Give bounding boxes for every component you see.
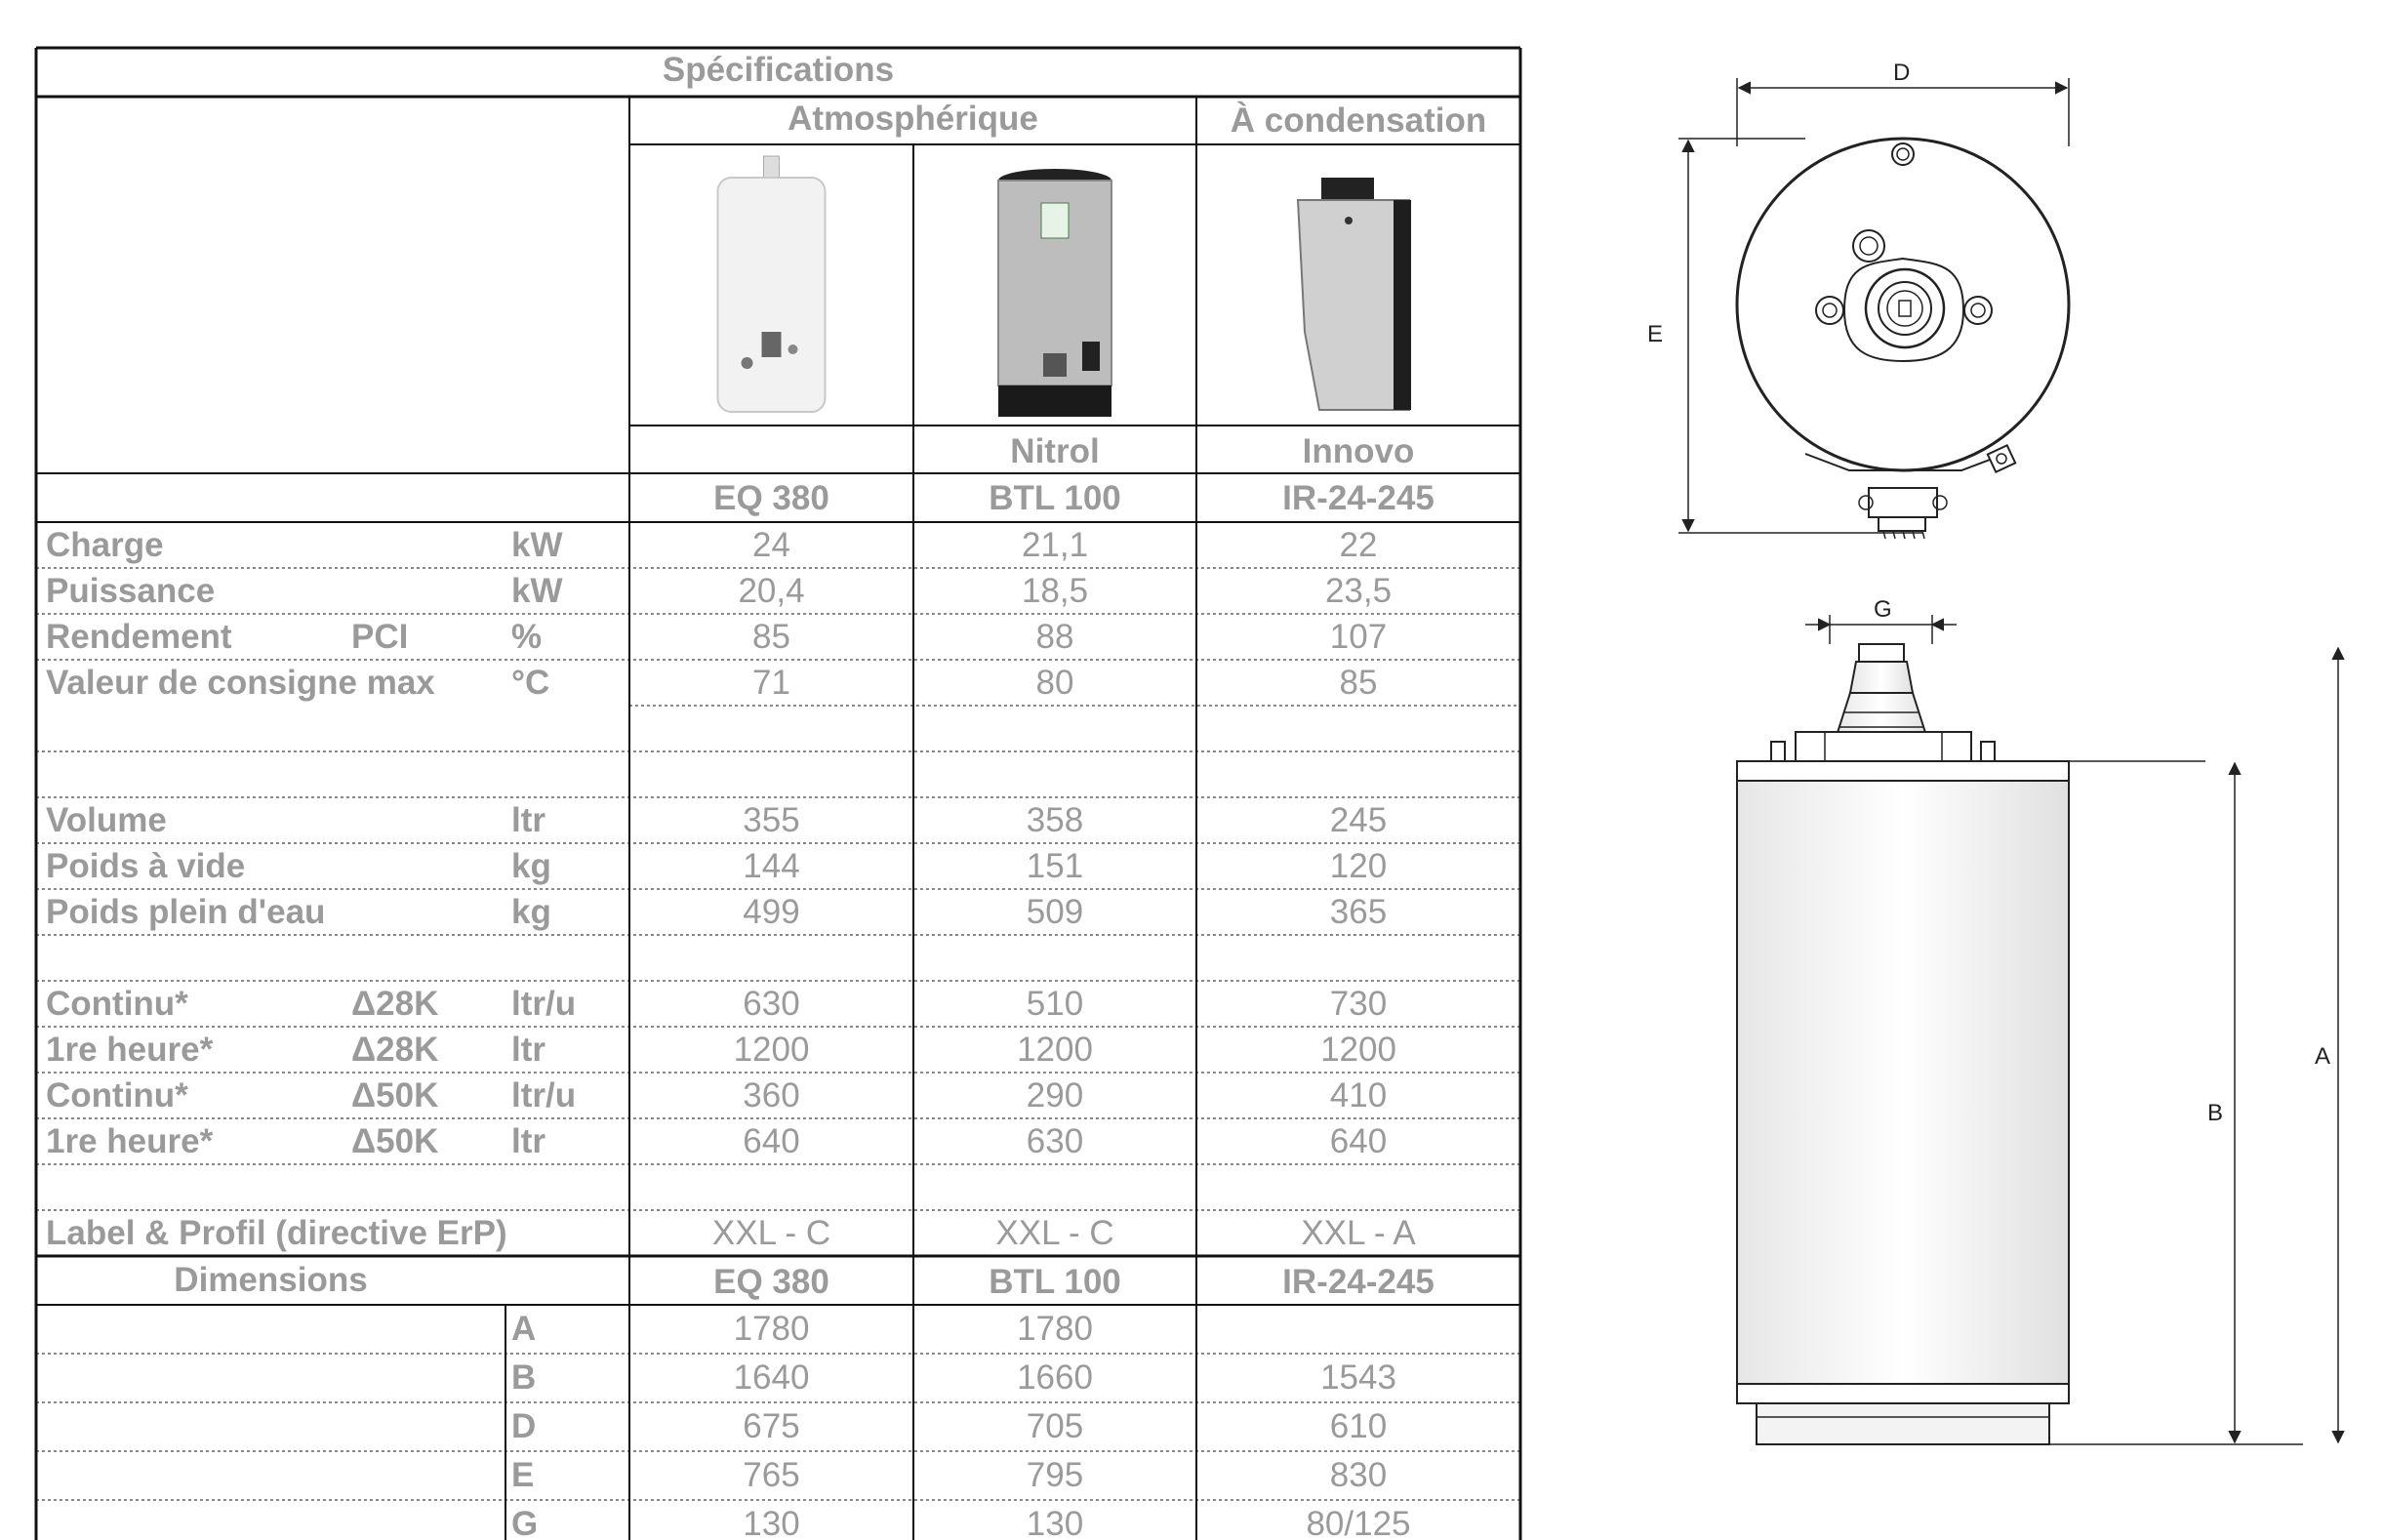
row-value: 640 [743, 1122, 800, 1160]
row-unit: kg [511, 847, 551, 885]
brand-2: Innovo [1302, 432, 1415, 470]
dim-value: 830 [1329, 1456, 1388, 1494]
row-value: 144 [743, 847, 800, 885]
row-sub-label: Δ28K [351, 985, 439, 1023]
row-label: Valeur de consigne max [46, 664, 435, 702]
dim-key: B [511, 1358, 537, 1397]
row-label: Poids à vide [46, 847, 246, 885]
dim-key: G [511, 1505, 539, 1540]
row-value: 107 [1329, 618, 1388, 656]
row-value: 24 [752, 526, 790, 564]
group-condensing: À condensation [1230, 101, 1487, 140]
row-unit: kg [511, 893, 551, 931]
row-value: 630 [743, 985, 800, 1023]
row-label: Continu* [46, 1076, 188, 1114]
row-value: 22 [1339, 526, 1378, 564]
label-e: E [1647, 321, 1664, 347]
row-value: 640 [1329, 1122, 1388, 1160]
row-value: 18,5 [1021, 572, 1089, 610]
product-image-eq380 [718, 156, 826, 412]
row-value: 410 [1329, 1076, 1388, 1114]
row-value: 499 [743, 893, 800, 931]
row-value: 245 [1329, 801, 1388, 839]
row-value: XXL - C [995, 1214, 1114, 1252]
row-value: XXL - A [1301, 1214, 1416, 1252]
dimensions-title: Dimensions [174, 1261, 368, 1299]
row-value: 365 [1329, 893, 1388, 931]
row-value: 20,4 [738, 572, 805, 610]
row-unit: °C [511, 664, 550, 702]
row-value: 88 [1035, 618, 1074, 656]
top-view [1647, 60, 2069, 539]
row-label: Volume [46, 801, 167, 839]
row-value: 80 [1035, 664, 1074, 702]
row-value: 509 [1026, 893, 1084, 931]
row-sub-label: PCI [351, 618, 409, 656]
dim-value: 1640 [733, 1358, 810, 1397]
dim-value: 610 [1329, 1407, 1388, 1445]
label-d: D [1893, 60, 1911, 86]
model-0: EQ 380 [713, 479, 829, 517]
row-value: 151 [1026, 847, 1084, 885]
dim-value: 1780 [733, 1310, 810, 1348]
row-value: 360 [743, 1076, 800, 1114]
row-sub-label: Δ28K [351, 1031, 439, 1069]
label-g: G [1874, 596, 1892, 623]
row-value: 120 [1329, 847, 1388, 885]
row-sub-label: Δ50K [351, 1122, 439, 1160]
row-unit: kW [511, 572, 563, 610]
dim-value: 1660 [1017, 1358, 1093, 1397]
row-label: Continu* [46, 985, 188, 1023]
dim-value: 765 [743, 1456, 800, 1494]
row-label: Label & Profil (directive ErP) [46, 1214, 507, 1252]
row-value: 85 [1339, 664, 1378, 702]
row-label: 1re heure* [46, 1031, 214, 1069]
row-label: Charge [46, 526, 164, 564]
row-unit: ltr/u [511, 985, 577, 1023]
dim-value: 130 [743, 1505, 800, 1540]
label-b: B [2207, 1100, 2224, 1126]
dim-value: 1543 [1320, 1358, 1396, 1397]
dim-value: 80/125 [1306, 1505, 1411, 1540]
row-label: 1re heure* [46, 1122, 214, 1160]
product-image-btl100 [998, 169, 1111, 417]
row-label: Puissance [46, 572, 216, 610]
dim-value: 795 [1026, 1456, 1084, 1494]
dim-model-1: BTL 100 [989, 1263, 1121, 1301]
row-value: 358 [1026, 801, 1084, 839]
row-value: 1200 [1320, 1031, 1396, 1069]
dimension-diagrams [1647, 59, 2362, 1483]
row-value: 1200 [1017, 1031, 1093, 1069]
row-value: 23,5 [1324, 572, 1393, 610]
model-2: IR-24-245 [1282, 479, 1434, 517]
dim-value: 130 [1026, 1505, 1084, 1540]
row-value: 730 [1329, 985, 1388, 1023]
row-label: Poids plein d'eau [46, 893, 326, 931]
row-sub-label: Δ50K [351, 1076, 439, 1114]
row-unit: ltr/u [511, 1076, 577, 1114]
row-value: 71 [752, 664, 790, 702]
dim-value: 705 [1026, 1407, 1084, 1445]
table-title: Spécifications [662, 51, 895, 89]
brand-1: Nitrol [1010, 432, 1100, 470]
dim-model-2: IR-24-245 [1282, 1263, 1434, 1301]
row-value: 85 [752, 618, 790, 656]
dim-value: 1780 [1017, 1310, 1093, 1348]
row-unit: ltr [511, 801, 545, 839]
dim-key: D [511, 1407, 537, 1445]
row-unit: ltr [511, 1031, 545, 1069]
product-image-ir24245 [1298, 178, 1411, 410]
row-value: 510 [1026, 985, 1084, 1023]
model-1: BTL 100 [989, 479, 1121, 517]
row-value: XXL - C [711, 1214, 831, 1252]
dim-model-0: EQ 380 [713, 1263, 829, 1301]
row-unit: ltr [511, 1122, 545, 1160]
row-value: 355 [743, 801, 800, 839]
row-value: 290 [1026, 1076, 1084, 1114]
label-a: A [2315, 1043, 2331, 1070]
row-label: Rendement [46, 618, 232, 656]
row-value: 1200 [733, 1031, 810, 1069]
row-unit: % [511, 618, 543, 656]
group-atmospheric: Atmosphérique [788, 100, 1038, 138]
row-value: 630 [1026, 1122, 1084, 1160]
dim-key: E [511, 1456, 535, 1494]
row-unit: kW [511, 526, 563, 564]
side-view [1737, 596, 2338, 1444]
dim-value: 675 [743, 1407, 800, 1445]
dim-key: A [511, 1310, 537, 1348]
row-value: 21,1 [1021, 526, 1089, 564]
